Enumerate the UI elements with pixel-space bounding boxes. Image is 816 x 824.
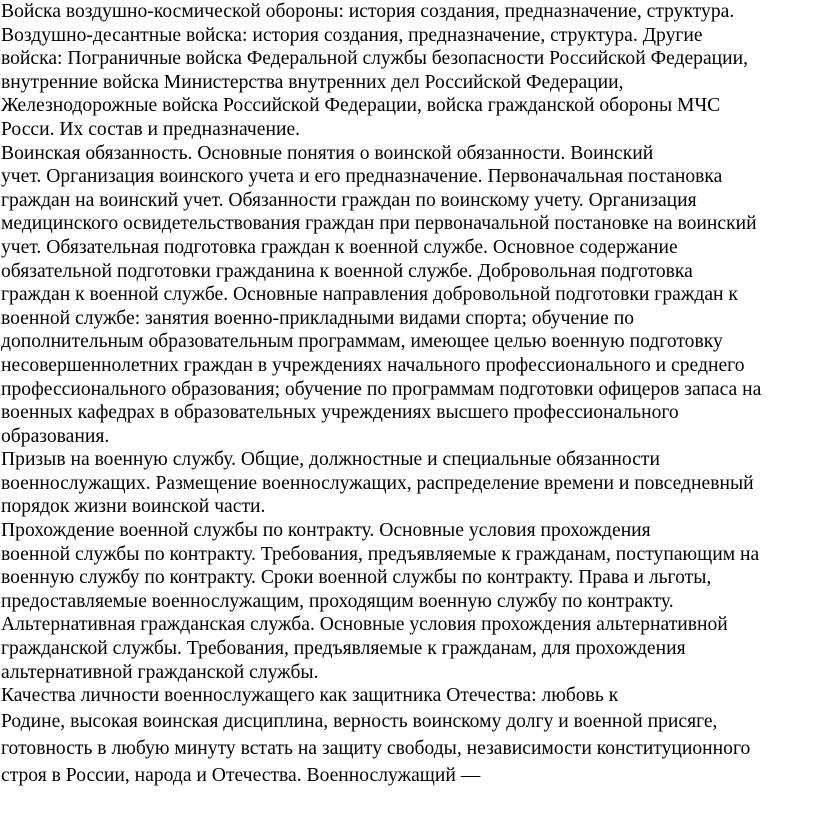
text-line: Качества личности военнослужащего как защитника Отечества: любовь к bbox=[1, 685, 619, 707]
text-line: военнослужащих. Размещение военнослужащих, распределение времени и повседневный bbox=[1, 472, 754, 494]
text-line: Росси. Их состав и предназначение. bbox=[1, 118, 301, 140]
text-line: учет. Организация воинского учета и его предназначение. Первоначальная постановка bbox=[1, 166, 723, 188]
text-line: граждан на воинский учет. Обязанности граждан по воинскому учету. Организация bbox=[1, 189, 697, 211]
text-line: дополнительным образовательным программам, имеющее целью военную подготовку bbox=[1, 331, 723, 353]
text-line: гражданской службы. Требования, предъявляемые к гражданам, для прохождения bbox=[1, 638, 686, 660]
text-line: Призыв на военную службу. Общие, должностные и специальные обязанности bbox=[1, 449, 660, 471]
text-line: обязательной подготовки гражданина к военной службе. Добровольная подготовка bbox=[1, 260, 693, 282]
text-line: Воинская обязанность. Основные понятия о воинской обязанности. Воинский bbox=[1, 142, 654, 164]
text-line: несовершеннолетних граждан в учреждениях начального профессионального и среднего bbox=[1, 354, 745, 376]
text-line: Воздушно-десантные войска: история создания, предназначение, структура. Другие bbox=[1, 24, 703, 46]
text-line: военную службу по контракту. Сроки военной службы по контракту. Права и льготы, bbox=[1, 567, 712, 589]
text-line: профессионального образования; обучение по программам подготовки офицеров запаса на bbox=[1, 378, 762, 400]
text-line: Альтернативная гражданская служба. Основные условия прохождения альтернативной bbox=[1, 614, 728, 636]
text-line: граждан к военной службе. Основные направления добровольной подготовки граждан к bbox=[1, 284, 738, 306]
text-line: войска: Пограничные войска Федеральной службы безопасности Российской Федерации, bbox=[1, 48, 749, 70]
text-line: Войска воздушно-космической обороны: история создания, предназначение, структура. bbox=[1, 1, 735, 22]
text-line: внутренние войска Министерства внутренних дел Российской Федерации, bbox=[1, 71, 624, 93]
text-line: альтернативной гражданской службы. bbox=[1, 661, 319, 683]
text-line: Железнодорожные войска Российской Федерации, войска гражданской обороны МЧС bbox=[1, 95, 721, 117]
text-line: военных кафедрах в образовательных учреждениях высшего профессионального bbox=[1, 402, 679, 424]
text-line: учет. Обязательная подготовка граждан к военной службе. Основное содержание bbox=[1, 236, 678, 258]
text-line: образования. bbox=[1, 425, 110, 447]
text-line: Родине, высокая воинская дисциплина, верность воинскому долгу и военной присяге, bbox=[1, 710, 718, 732]
text-line: порядок жизни воинской части. bbox=[1, 496, 266, 518]
text-line: медицинского освидетельствования граждан при первоначальной постановке на воинский bbox=[1, 213, 757, 235]
text-line: военной службы по контракту. Требования, предъявляемые к гражданам, поступающим на bbox=[1, 543, 760, 565]
text-line: военной службе: занятия военно-прикладными видами спорта; обучение по bbox=[1, 307, 635, 329]
text-line: строя в России, народа и Отечества. Военнослужащий — bbox=[1, 764, 481, 786]
text-line: готовность в любую минуту встать на защиту свободы, независимости конституционного bbox=[1, 737, 751, 759]
text-line: предоставляемые военнослужащим, проходящим военную службу по контракту. bbox=[1, 590, 674, 612]
text-line: Прохождение военной службы по контракту. Основные условия прохождения bbox=[1, 520, 651, 542]
